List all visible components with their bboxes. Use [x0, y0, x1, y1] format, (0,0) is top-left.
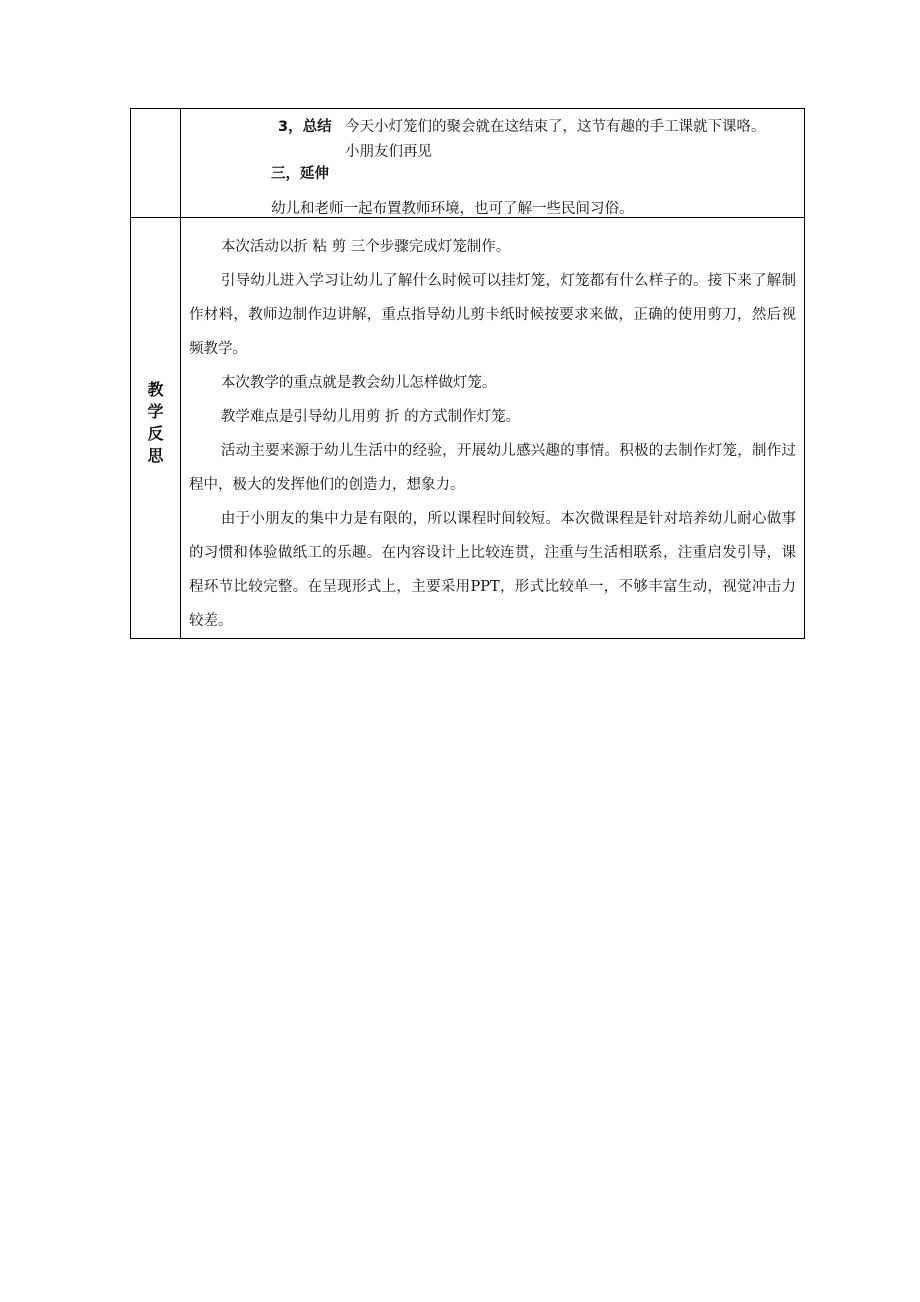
reflection-content-cell: [181, 218, 805, 639]
label-char: 学: [147, 401, 164, 421]
reflection-label: [147, 379, 163, 467]
extension-heading: 三，延伸: [271, 166, 329, 182]
summary-label: 3，总结: [278, 119, 332, 135]
label-char: 思: [147, 445, 164, 465]
extension-text: 幼儿和老师一起布置教师环境，也可了解一些民间习俗。: [271, 201, 634, 217]
label-char: 反: [147, 423, 164, 443]
continuation-row: [131, 109, 805, 218]
reflection-paragraph: 活动主要来源于幼儿生活中的经验，开展幼儿感兴趣的事情。积极的去制作灯笼，制作过程中，极大的发挥他们的创造力，想象力。: [189, 443, 796, 493]
summary-line-2: 小朋友们再见: [345, 144, 432, 160]
summary-line-1: 今天小灯笼们的聚会就在这结束了，这节有趣的手工课就下课咯。: [345, 119, 766, 135]
reflection-paragraph: 由于小朋友的集中力是有限的，所以课程时间较短。本次微课程是针对培养幼儿耐心做事的习惯和体验做纸工的乐趣。在内容设计上比较连贯，注重与生活相联系，注重启发引导，课程环节比较完整。在呈现形式上，主要采用PPT，形式比较单一，不够丰富生动，视觉冲击力较差。: [189, 511, 796, 629]
reflection-paragraph: 教学难点是引导幼儿用剪 折 的方式制作灯笼。: [220, 409, 521, 425]
reflection-paragraph: 本次活动以折 粘 剪 三个步骤完成灯笼制作。: [220, 239, 511, 255]
continuation-content-cell: [181, 109, 805, 218]
reflection-label-cell: [131, 218, 181, 639]
reflection-paragraph: 引导幼儿进入学习让幼儿了解什么时候可以挂灯笼，灯笼都有什么样子的。接下来了解制作材料，教师边制作边讲解，重点指导幼儿剪卡纸时候按要求来做，正确的使用剪刀，然后视频教学。: [189, 273, 796, 357]
label-char: 教: [147, 379, 164, 399]
reflection-row: [131, 218, 805, 639]
lesson-table: [130, 108, 805, 639]
reflection-paragraph: 本次教学的重点就是教会幼儿怎样做灯笼。: [220, 375, 497, 391]
continuation-label-cell: [131, 109, 181, 218]
